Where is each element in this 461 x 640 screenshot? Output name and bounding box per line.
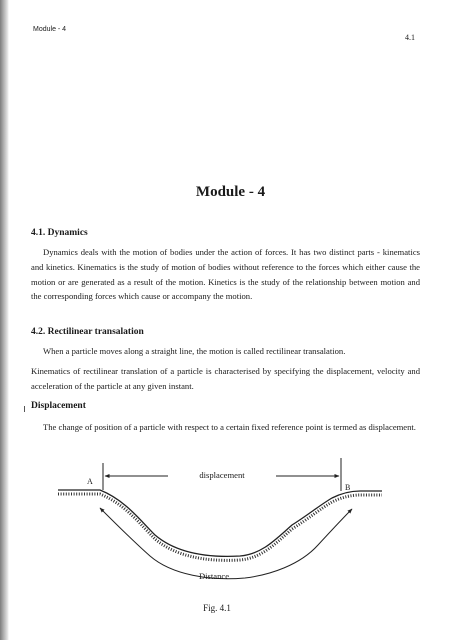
ground-hatching — [58, 494, 382, 560]
paragraph-rectilinear-definition: When a particle moves along a straight line, the motion is called rectilinear transalation. — [43, 346, 346, 356]
paragraph-dynamics: Dynamics deals with the motion of bodies under the action of forces. It has two distinct parts - kinematics and kinetics. Kinematics is the study of motion of bodies without reference to the forces which either cause the motion or are generated as a result of the motion. Kinetics is the study of the relationship between motion and the corresponding forces which cause or accompany the motion. — [31, 247, 420, 302]
running-header-module: Module - 4 — [33, 26, 67, 33]
section-heading-displacement: Displacement — [31, 401, 86, 411]
point-label-b: B — [345, 483, 351, 492]
page-title: Module - 4 — [195, 184, 266, 200]
paragraph-rectilinear-kinematics: Kinematics of rectilinear translation of a particle is characterised by specifying the displacement, velocity and acceleration of the particle at any given instant. — [31, 366, 420, 391]
figure-caption: Fig. 4.1 — [203, 603, 231, 613]
paragraph-displacement: The change of position of a particle with respect to a certain fixed reference point is termed as displacement. — [43, 422, 416, 432]
displacement-label: displacement — [199, 470, 245, 480]
point-label-a: A — [87, 477, 93, 486]
section-heading-rectilinear: 4.2. Rectilinear transalation — [31, 327, 144, 337]
page-number: 4.1 — [405, 33, 415, 42]
section-heading-dynamics: 4.1. Dynamics — [31, 228, 88, 238]
distance-label: Distance — [198, 571, 230, 581]
distance-arrow-path — [100, 508, 352, 579]
